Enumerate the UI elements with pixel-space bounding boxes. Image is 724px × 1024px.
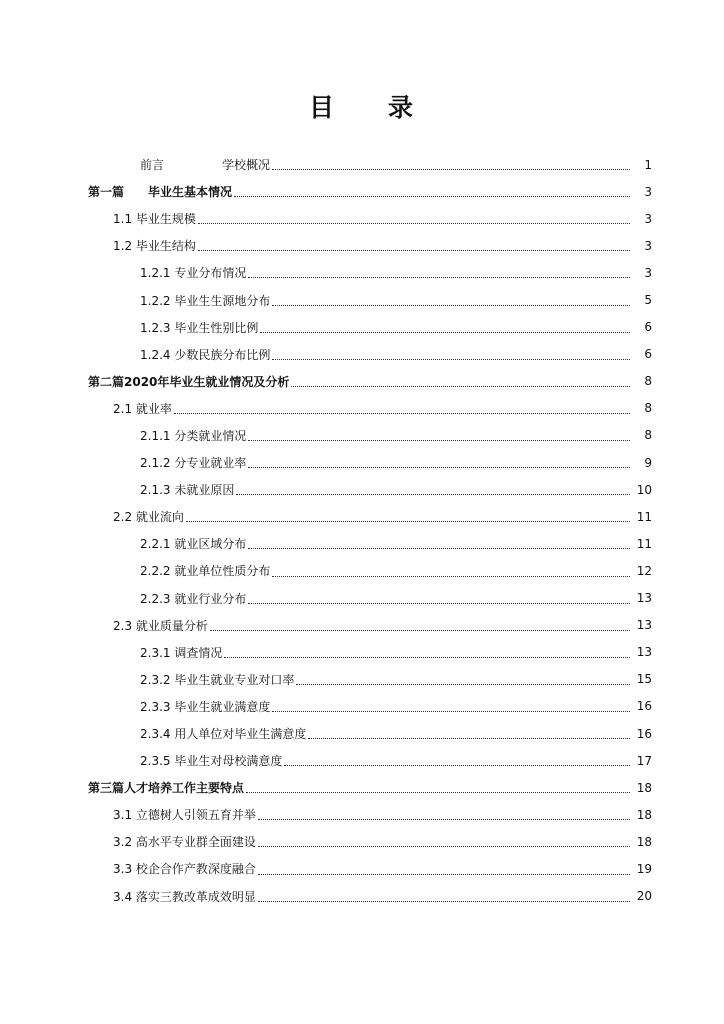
dot-leader	[258, 818, 630, 820]
toc-entry-page-number: 9	[644, 455, 652, 470]
dot-leader	[186, 520, 630, 522]
toc-entry[interactable]	[0, 801, 724, 828]
dot-leader	[248, 439, 630, 441]
toc-entry[interactable]	[0, 259, 724, 286]
dot-leader	[234, 195, 630, 197]
toc-entry[interactable]	[0, 368, 724, 395]
toc-entry-page-number: 3	[644, 184, 652, 199]
toc-entry[interactable]	[0, 449, 724, 476]
toc-entry-label: 1.2.1 专业分布情况	[140, 266, 247, 281]
toc-entry-page-number: 15	[636, 672, 652, 687]
toc-entry[interactable]	[0, 612, 724, 639]
toc-entry-label: 2.3.5 毕业生对母校满意度	[140, 754, 283, 769]
dot-leader	[272, 358, 630, 360]
dot-leader	[248, 602, 630, 604]
toc-entry[interactable]	[0, 666, 724, 693]
toc-entry-page-number: 5	[644, 293, 652, 308]
dot-leader	[248, 276, 630, 278]
toc-entry-label: 2.1 就业率	[113, 401, 172, 416]
toc-entry-label: 2.1.1 分类就业情况	[140, 428, 247, 443]
toc-entry-page-number: 16	[636, 699, 652, 714]
toc-entry-label: 3.1 立德树人引领五育并举	[113, 808, 256, 823]
toc-entry-page-number: 18	[636, 807, 652, 822]
dot-leader	[248, 547, 630, 549]
toc-entry-label: 2.3.1 调查情况	[140, 645, 223, 660]
toc-entry-page-number: 8	[644, 401, 652, 416]
toc-entry-label: 2.2 就业流向	[113, 510, 184, 525]
toc-entry-label: 2.3 就业质量分析	[113, 618, 208, 633]
dot-leader	[258, 845, 630, 847]
toc-entry[interactable]	[0, 774, 724, 801]
toc-entry-page-number: 8	[644, 374, 652, 389]
toc-entry[interactable]	[0, 693, 724, 720]
toc-entry[interactable]	[0, 178, 724, 205]
toc-entry-page-number: 13	[636, 645, 652, 660]
title-char-1: 目	[308, 93, 336, 122]
dot-leader	[308, 737, 630, 739]
dot-leader	[248, 466, 630, 468]
dot-leader	[198, 249, 630, 251]
toc-entry-page-number: 16	[636, 726, 652, 741]
toc-entry[interactable]	[0, 720, 724, 747]
dot-leader	[272, 710, 630, 712]
page-title	[0, 88, 724, 124]
toc-entry-page-number: 12	[636, 563, 652, 578]
toc-entry[interactable]	[0, 205, 724, 232]
toc-entry-school-overview-label: 学校概况	[222, 158, 271, 173]
dot-leader	[258, 873, 630, 875]
toc-entry-preface-label: 前言	[140, 158, 165, 173]
toc-entry-label: 2.2.2 就业单位性质分布	[140, 564, 271, 579]
toc-entry-page-number: 13	[636, 591, 652, 606]
toc-entry-label: 1.2 毕业生结构	[113, 239, 196, 254]
toc-entry-label: 2.3.4 用人单位对毕业生满意度	[140, 727, 307, 742]
dot-leader	[174, 412, 630, 414]
toc-entry[interactable]	[0, 476, 724, 503]
toc-entry-page-number: 18	[636, 834, 652, 849]
dot-leader	[284, 764, 630, 766]
toc-entry-label: 2.2.1 就业区域分布	[140, 537, 247, 552]
toc-entry-page-number: 10	[636, 482, 652, 497]
toc-entry-page-number: 6	[644, 347, 652, 362]
toc-entry-label: 2.1.3 未就业原因	[140, 483, 235, 498]
toc-entry-label: 1.2.4 少数民族分布比例	[140, 347, 271, 362]
toc-entry[interactable]	[0, 422, 724, 449]
dot-leader	[260, 331, 630, 333]
toc-entry[interactable]	[0, 639, 724, 666]
dot-leader	[291, 385, 630, 387]
dot-leader	[210, 629, 630, 631]
toc-entry-label: 第二篇2020年毕业生就业情况及分析	[88, 374, 290, 389]
toc-entry[interactable]	[0, 395, 724, 422]
dot-leader	[198, 222, 630, 224]
toc-entry[interactable]	[0, 747, 724, 774]
toc-entry-page-number: 11	[636, 509, 652, 524]
toc-entry[interactable]	[0, 557, 724, 584]
toc-entry-page-number: 6	[644, 320, 652, 335]
dot-leader	[272, 575, 630, 577]
toc-entry[interactable]	[0, 503, 724, 530]
toc-entry-label: 2.3.3 毕业生就业满意度	[140, 699, 271, 714]
toc-entry-label: 3.2 高水平专业群全面建设	[113, 835, 256, 850]
toc-entry[interactable]	[0, 314, 724, 341]
toc-entry-page-number: 3	[644, 238, 652, 253]
dot-leader	[236, 493, 630, 495]
toc-entry-label: 2.1.2 分专业就业率	[140, 456, 247, 471]
toc-entry-label: 1.2.3 毕业生性别比例	[140, 320, 259, 335]
toc-entry-page-number: 20	[636, 889, 652, 904]
dot-leader	[224, 656, 630, 658]
toc-entry-page-number: 8	[644, 428, 652, 443]
toc-entry-page-number: 11	[636, 536, 652, 551]
toc-entry-label: 1.2.2 毕业生生源地分布	[140, 293, 271, 308]
dot-leader	[296, 683, 630, 685]
toc-entry-page-number: 3	[644, 265, 652, 280]
toc-entry-label: 1.1 毕业生规模	[113, 212, 196, 227]
toc-entry-page-number: 17	[636, 753, 652, 768]
toc-entry[interactable]	[0, 883, 724, 910]
dot-leader	[246, 791, 630, 793]
toc-entry-page-number: 1	[644, 157, 652, 172]
toc-entry-page-number: 3	[644, 211, 652, 226]
toc-entry-label: 第一篇 毕业生基本情况	[88, 185, 233, 200]
dot-leader	[272, 168, 630, 170]
toc-entry[interactable]	[0, 232, 724, 259]
toc-entry-page-number: 19	[636, 861, 652, 876]
toc-entry-label: 2.2.3 就业行业分布	[140, 591, 247, 606]
toc-entry-page-number: 13	[636, 618, 652, 633]
dot-leader	[258, 900, 630, 902]
toc-entry-page-number: 18	[636, 780, 652, 795]
toc-entry[interactable]	[0, 286, 724, 313]
toc-entry[interactable]	[0, 530, 724, 557]
toc-entry-label: 第三篇人才培养工作主要特点	[88, 781, 245, 796]
title-char-2: 录	[388, 93, 416, 122]
toc-entry-label: 3.3 校企合作产教深度融合	[113, 862, 256, 877]
toc-entry-intro[interactable]	[0, 151, 724, 178]
toc-entry[interactable]	[0, 855, 724, 882]
toc-entry[interactable]	[0, 341, 724, 368]
dot-leader	[272, 304, 630, 306]
toc-entry[interactable]	[0, 585, 724, 612]
toc-entry-label: 2.3.2 毕业生就业专业对口率	[140, 672, 295, 687]
table-of-contents	[0, 151, 724, 910]
toc-entry[interactable]	[0, 828, 724, 855]
toc-entry-label: 3.4 落实三教改革成效明显	[113, 889, 256, 904]
